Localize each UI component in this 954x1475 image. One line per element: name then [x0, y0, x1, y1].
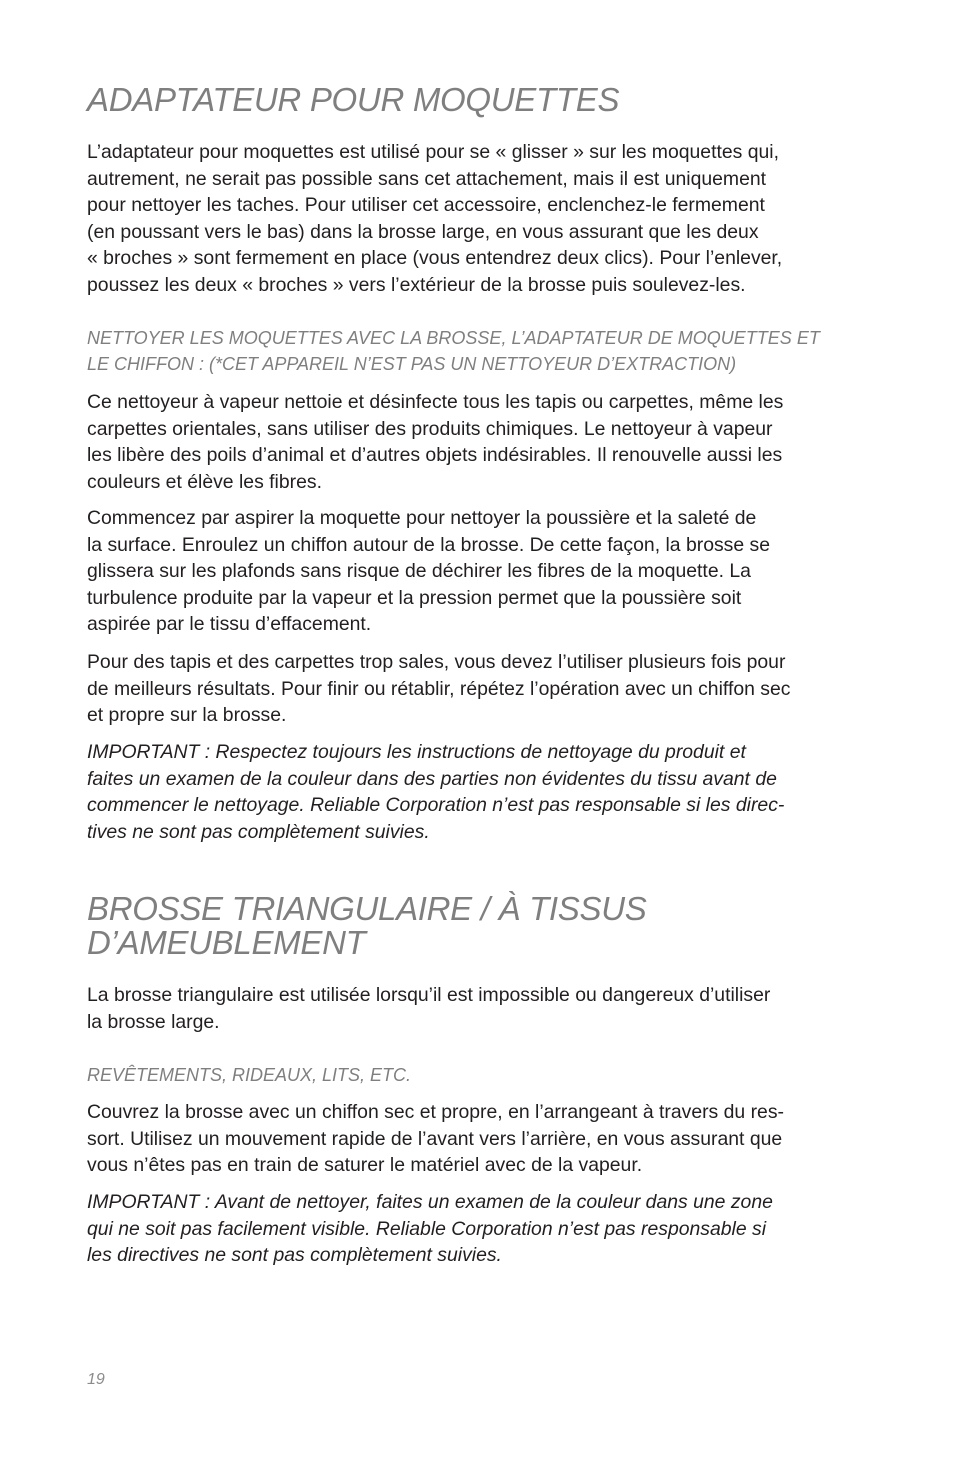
text-line: NETTOYER LES MOQUETTES AVEC LA BROSSE, L’ADAPTATEUR DE MOQUETTES ET	[87, 328, 820, 348]
text-line: BROSSE TRIANGULAIRE / À TISSUS	[87, 890, 647, 927]
text-line: couleurs et élève les fibres.	[87, 470, 322, 493]
text-line: D’AMEUBLEMENT	[87, 924, 366, 961]
text-line: glissera sur les plafonds sans risque de déchirer les fibres de la moquette. La	[87, 560, 751, 582]
text-line: vous n’êtes pas en train de saturer le matériel avec de la vapeur.	[87, 1154, 643, 1176]
text-line: (en poussant vers le bas) dans la brosse large, en vous assurant que les deux	[87, 220, 759, 243]
text-line: IMPORTANT : Avant de nettoyer, faites un examen de la couleur dans une zone	[87, 1191, 773, 1213]
triangular-brush-intro-paragraph	[87, 982, 770, 1035]
text-line: Ce nettoyeur à vapeur nettoie et désinfecte tous les tapis ou carpettes, même les	[87, 391, 784, 413]
text-line: la brosse large.	[87, 1010, 220, 1033]
text-line: « broches » sont fermement en place (vous entendrez deux clics). Pour l’enlever,	[87, 247, 783, 269]
text-line: les directives ne sont pas complètement suivies.	[87, 1244, 502, 1266]
vacuum-first-paragraph	[87, 505, 770, 638]
subheading-cleaning-carpets	[87, 325, 820, 377]
section-title-triangular-brush	[87, 892, 646, 960]
text-line: commencer le nettoyage. Reliable Corporation n’est pas responsable si les direc-	[87, 794, 785, 816]
text-line: carpettes orientales, sans utiliser des produits chimiques. Le nettoyeur à vapeur	[87, 417, 773, 440]
page-number: 19	[87, 1371, 105, 1388]
text-line: de meilleurs résultats. Pour finir ou rétablir, répétez l’opération avec un chiffon sec	[87, 677, 791, 700]
text-line: qui ne soit pas facilement visible. Reliable Corporation n’est pas responsable si	[87, 1217, 767, 1240]
text-line: L’adaptateur pour moquettes est utilisé pour se « glisser » sur les moquettes qui,	[87, 141, 779, 163]
important-note-carpets	[87, 739, 784, 845]
dirty-carpets-paragraph	[87, 649, 790, 729]
subheading-upholstery	[87, 1062, 411, 1088]
important-note-upholstery	[87, 1189, 773, 1269]
text-line: poussez les deux « broches » vers l’extérieur de la brosse puis soulevez-les.	[87, 273, 746, 296]
carpet-adapter-intro-paragraph	[87, 139, 782, 298]
text-line: aspirée par le tissu d’effacement.	[87, 613, 372, 635]
text-line: pour nettoyer les taches. Pour utiliser cet accessoire, enclenchez-le fermement	[87, 194, 765, 216]
text-line: Pour des tapis et des carpettes trop sales, vous devez l’utiliser plusieurs fois pour	[87, 651, 786, 673]
text-line: tives ne sont pas complètement suivies.	[87, 820, 430, 843]
text-line: et propre sur la brosse.	[87, 704, 287, 726]
text-line: turbulence produite par la vapeur et la pression permet que la poussière soit	[87, 586, 742, 609]
text-line: Commencez par aspirer la moquette pour nettoyer la poussière et la saleté de	[87, 507, 757, 529]
section-title-carpet-adapter: ADAPTATEUR POUR MOQUETTES	[87, 81, 620, 118]
text-line: La brosse triangulaire est utilisée lorsqu’il est impossible ou dangereux d’utiliser	[87, 984, 771, 1006]
text-line: la surface. Enroulez un chiffon autour de la brosse. De cette façon, la brosse se	[87, 533, 771, 556]
cover-brush-paragraph	[87, 1099, 784, 1179]
text-line: autrement, ne serait pas possible sans cet attachement, mais il est uniquement	[87, 167, 767, 190]
text-line: faites un examen de la couleur dans des parties non évidentes du tissu avant de	[87, 767, 777, 790]
text-line: REVÊTEMENTS, RIDEAUX, LITS, ETC.	[87, 1065, 412, 1085]
text-line: IMPORTANT : Respectez toujours les instructions de nettoyage du produit et	[87, 741, 746, 763]
text-line: sort. Utilisez un mouvement rapide de l’avant vers l’arrière, en vous assurant que	[87, 1127, 783, 1150]
text-line: Couvrez la brosse avec un chiffon sec et propre, en l’arrangeant à travers du res-	[87, 1101, 784, 1123]
steam-cleaner-paragraph	[87, 389, 783, 495]
text-line: LE CHIFFON : (*CET APPAREIL N’EST PAS UN NETTOYEUR D’EXTRACTION)	[87, 354, 737, 374]
text-line: les libère des poils d’animal et d’autres objets indésirables. Il renouvelle aussi les	[87, 444, 783, 466]
